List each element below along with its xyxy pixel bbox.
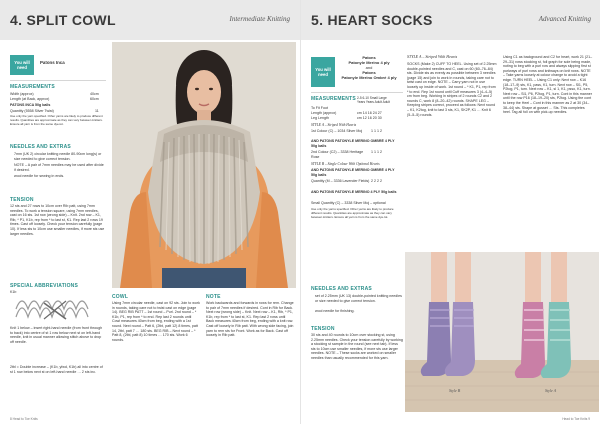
yarn-b4: Small Quantity (C) – 3338 Silver Moj – optional	[311, 201, 386, 205]
measurement-value: 40cm	[90, 92, 99, 96]
cowl-heading: COWL	[112, 294, 129, 300]
yarn-a: 1st Colour (C) – 1034 Silver Moj	[311, 129, 363, 133]
tension-heading: TENSION	[10, 197, 34, 203]
yarn-b2-qty: 2 2 2 2	[371, 179, 382, 183]
you-will-need-badge: You will need	[10, 55, 34, 75]
k1b-label: K1b	[10, 290, 17, 294]
style-b-label: STYLE B – Single Colour With Optional Hearts	[311, 162, 380, 166]
socks-illustration	[405, 252, 599, 412]
split-cowl-photo	[112, 42, 296, 288]
needles-item: wool needle for finishing.	[315, 309, 355, 313]
yarn-a3: 2nd Colour (C2) – 3338 Heritage Rose	[311, 150, 364, 159]
yarn-note: Use only the yarns specified. Other yarns are likely to produce different results. Quantities are approximate as they can vary between knitters. Ensure all yarn is from the same dye-lot.	[311, 208, 394, 219]
needles-item: set of 2.25mm (UK 13) double-pointed knitting needles or size needed to give correct tension.	[315, 294, 402, 303]
yarn-a3-qty: 1 1 1 2	[371, 150, 382, 154]
yarn-name: Patonyle Merino Ombré 4 ply	[341, 75, 397, 80]
tension-text: 30 sts and 40 rounds to 10cm over stocking st, using 2.25mm needles. Check your tension carefully by working a stocking st sample in the round (see next tab). If less sts to 10cm use smaller needles, if more sts use larger needles. NOTE – These socks are worked on smaller needles than usually recommended for this yarn.	[311, 333, 403, 360]
right-page	[300, 0, 600, 424]
right-page-title: 5. HEART SOCKS	[311, 12, 433, 28]
yarn-note: Use only the yarn specified. Other yarns are likely to produce different results. Quantities are approximate as they can vary between knitters. Ensure all yarn is from the same dye-lot.	[10, 115, 103, 126]
needles-item: 7mm (UK 2) circular knitting needle 80-90cm long(s) or size needed to give correct tension.	[14, 152, 102, 161]
style-a-heading: STYLE A – Striped With Hearts	[407, 54, 458, 59]
needles-heading: NEEDLES AND EXTRAS	[10, 144, 71, 150]
cowl-model-illustration	[112, 42, 296, 288]
you-will-need-badge: You will need	[311, 57, 335, 87]
yarn-name: Patonyle Merino 4 ply	[348, 60, 390, 65]
double-increase-description: 2tbl = Double increase – (K1b, yfwd, K1b) all into centre of st 1 row below next st on left-hand needle … 2 sts inc.	[10, 365, 103, 374]
needles-item: NOTE – A pair of 7mm needles may be used after divide if desired.	[14, 163, 104, 172]
left-skill-level: Intermediate Knitting	[229, 15, 290, 23]
style-a-label: STYLE A – Striped With Hearts	[311, 123, 357, 127]
measurement-value: 60cm	[90, 97, 99, 101]
k1b-description: Knit 1 below – insert right-hand needle (from front through to back) into centre of st 1 row below next st on left-hand needle, knit in usual manner allowing stitch above to drop off needle.	[10, 326, 103, 344]
style-a-caption: Style A	[545, 388, 557, 393]
yarn-and: and	[365, 65, 373, 70]
tension-text: 12 sts and 27 rows to 10cm over Rib patt, using 7mm needles. To work a tension square, using 7mm needles, cast on 16 sts. 1st row (wrong side) – Knit. 2nd row – K1, Rib, * P1, K1b, rep from * to last st, K1. Rep last 2 rows 19 times. Cast off loosely. Check your tension carefully (page 10). If less sts to 10cm use smaller needles, if more sts use larger needles.	[10, 204, 105, 236]
yarn-name: Patons Inca	[40, 60, 65, 65]
yarn-brand: Patons	[362, 55, 376, 60]
yarn-a-qty: 1 1 1 2	[371, 129, 382, 133]
abbreviations-heading: SPECIAL ABBREVIATIONS	[10, 283, 79, 289]
yarn-brand: Patons	[362, 70, 376, 75]
right-skill-level: Advanced Knitting	[538, 15, 591, 23]
measurement-value: cm 14 16 24 27	[357, 111, 382, 115]
style-a-instructions: SOCKS (Make 2) CUFF TO HEEL. Using set of 2.25mm double-pointed needles and C, cast on 60 (60–76–84) sts. Divide sts as evenly as possible between 3 needles (page 15) and join to work in rounds, taking care not to twist cast on edge. NOTE – Carry yarn not in use loosely up inside of work. 1st round – * K1, P1, rep from * to end. Rep 1st round until Cuff measures 3 (4–4–5) cm from beg. Working in stripes of 2 rounds C2 and 2 rounds C, work 8 (8–20–42) rounds. SHAPE LEG – Keeping stripes correct, proceed as follows: Next round – K1, K2tog, knit to last 3 sts, K1, SK2P, K1 … Knit 6 (5–5–5) rounds.	[407, 62, 497, 117]
needles-heading: NEEDLES AND EXTRAS	[311, 286, 372, 292]
divider	[311, 92, 403, 93]
left-page-title: 4. SPLIT COWL	[10, 12, 116, 28]
style-b-caption: Style B	[449, 388, 461, 393]
yarn-line: PATONS INCA 50g balls	[10, 103, 51, 107]
heart-socks-photo	[405, 252, 599, 412]
quantity-label: Quantity (5558 Silver Twist)	[10, 109, 54, 113]
measurement-label: Width (approx)	[10, 92, 34, 96]
cowl-instructions: Using 7mm circular needle, cast on 92 sts. Join to work in rounds, taking care not to twist cast on edge (page 14). BEG RIB PATT – 1st round – Purl. 2nd round – * K1b, P1, rep from * to end. Rep last 2 rounds until Cowl measures 40cm from beg, ending with a 1st round. Next round – Patt 6, (2tbl, patt 12) 8 times, patt 14, 2tbl, patt 7 … 180 sts. BEG RIB – Next round – * Patt 8, (2tbl, patt 8) 10 times … 170 sts. Work 6 rounds.	[112, 301, 200, 342]
quantity-value: 11	[95, 109, 99, 113]
right-header-band	[301, 0, 600, 40]
measurement-label: Leg Length	[311, 116, 329, 120]
heel-instructions: Using C1 as background and C2 for heart, work 21 (21–29–31) rows stocking st, foll graph for sole being made, noting to beg with a purl row and always slipping first st purlways of purl rows and knitways on knit rows. NOTE – Take yarns loosely at colour change to avoid a tight edge. TURN HEEL – Using C1 only: Next row – K16 (18–17–9) sts, K1, pass, K1, turn. Next row – Sl1, P5, P2tog, P1, turn. Next row – K1, sl 1, K1, psso, K1, turn. Next row – Sl1, P6, P2tog, P1, turn. Cont in this manner until the row P16 (18–19–20) sts, P2tog. Using the cont to keep the Heel – Cont in this manner as 2 at 30 (34–38–44) sts. Shape at gusset … Sts. This completes heel. Tag all foll on with pick-up needles.	[503, 55, 593, 115]
tension-heading: TENSION	[311, 326, 335, 332]
measurement-label: Length (at Back, approx)	[10, 97, 50, 101]
measurements-heading: MEASUREMENTS	[10, 84, 55, 90]
knit-below-diagram	[14, 297, 92, 321]
measurement-label: Length (approx)	[311, 111, 337, 115]
divider	[10, 80, 106, 81]
left-footer: 8 Head to Toe Knits	[10, 417, 38, 421]
yarn-list	[337, 55, 401, 80]
yarn-b: AND PATONS PATONYLE MERINO OMBRÉ 4 PLY 50g balls	[311, 168, 395, 177]
measurement-label: To Fit Foot	[311, 106, 328, 110]
yarn-b3: AND PATONS PATONYLE MERINO 4 PLY 50g balls	[311, 190, 397, 194]
sizes-subheader: Years Years Adult Adult	[357, 100, 390, 104]
left-header-band	[0, 0, 300, 40]
yarn-a2: AND PATONS PATONYLE MERINO OMBRÉ 4 PLY 50g balls	[311, 139, 395, 148]
measurements-heading: MEASUREMENTS	[311, 96, 356, 102]
note-instructions: Work backwards and forwards in rows for rem. Change to pair of 7mm needles if desired. Cont in Rib for Back. Next row (wrong side) – Knit. Next row – K1, Rib, * P1, K1b, rep from * to last st, K1. Rep last 2 rows until Back measures 40cm from beg, ending with a knit row. Cast off loosely in Rib patt. With wrong side facing, join yarn to rem sts for Front. Work as for Back. Cast off loosely in Rib patt.	[206, 301, 294, 338]
yarn-b2: Quantity (M – 3336 Lavender Fields)	[311, 179, 370, 183]
right-footer: Head to Toe Knits 9	[562, 417, 590, 421]
sizes-header: 2-5 6-10 Small Large	[357, 96, 387, 100]
measurement-value: cm 12 16 20 30	[357, 116, 382, 120]
note-heading: NOTE	[206, 294, 221, 300]
needles-item: wool needle for sewing in ends.	[14, 174, 65, 178]
